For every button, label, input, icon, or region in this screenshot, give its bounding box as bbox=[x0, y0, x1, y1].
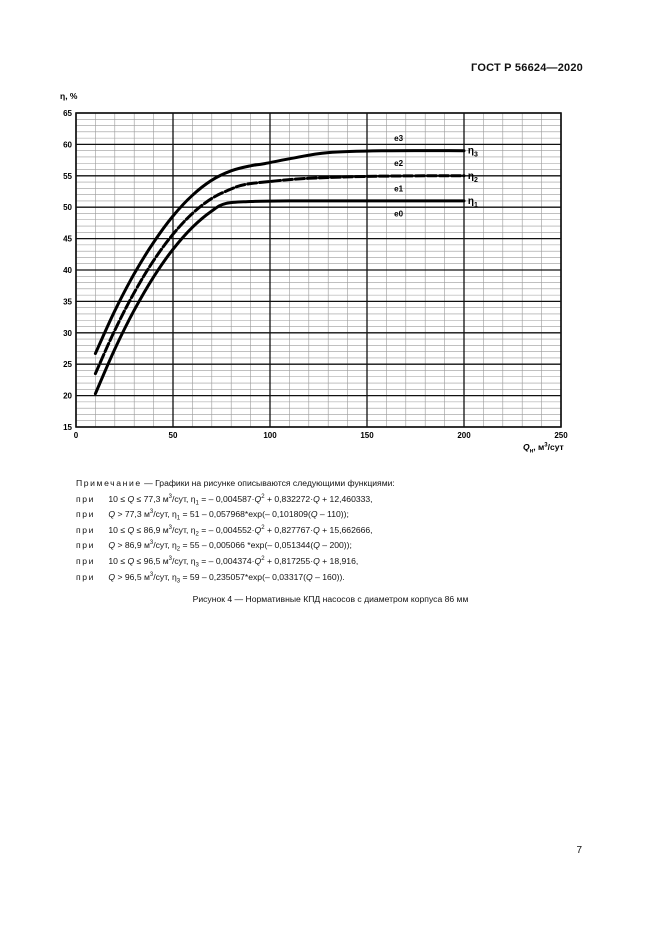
x-tick-label: 100 bbox=[263, 431, 277, 440]
y-tick-label: 15 bbox=[63, 423, 72, 432]
curve-label: $\eta_1$ bbox=[467, 195, 478, 209]
note-label: Примечание bbox=[76, 478, 142, 488]
x-tick-label: 0 bbox=[73, 431, 79, 440]
y-tick-label: 25 bbox=[63, 360, 72, 370]
note-formula-line: при Q > 96,5 $м^3$/сут, $\eta_3 = 59 - 0,235057*\exp(-$ 0,03317(Q – 160)). bbox=[76, 571, 345, 585]
curve-η2 bbox=[95, 176, 464, 374]
note-formula-line: при Q > 77,3 $м^3$/сут, $\eta_1 = 51 - 0,057968*\exp(-$ 0,101809(Q – 110)); bbox=[76, 509, 349, 522]
y-axis-label: η, % bbox=[60, 91, 78, 101]
y-tick-label: 55 bbox=[63, 171, 72, 181]
standard-designation: ГОСТ Р 56624—2020 bbox=[471, 62, 583, 74]
note-formula-line: при 10 ≤ Q ≤ 86,9 $м^3$/сут, $\eta_2$ = – $0,004552\cdot Q^2 + 0,827767\cdot Q + 15,662666$, bbox=[76, 524, 373, 538]
y-tick-label: 40 bbox=[63, 266, 72, 275]
x-tick-label: 200 bbox=[457, 431, 471, 440]
x-tick-label: 150 bbox=[360, 431, 374, 440]
y-tick-label: 50 bbox=[63, 203, 72, 213]
chart-note bbox=[76, 476, 596, 585]
curve-label: $\eta_2$ bbox=[467, 170, 478, 184]
note-formula-line: при 10 ≤ Q ≤ 77,3 $м^3$/сут, $\eta_1$ = – $0,004587\cdot Q^2 + 0,832272\cdot Q + 12,460333$, bbox=[76, 493, 373, 507]
chart-curves bbox=[95, 151, 464, 394]
zone-label: е2 bbox=[394, 159, 404, 169]
note-lead bbox=[76, 476, 596, 492]
x-tick-label: 250 bbox=[554, 431, 568, 440]
note-lead-text: — Графики на рисунке описываются следующими функциями: bbox=[141, 478, 395, 488]
x-axis-label: $Q_н$, $м^3$/сут bbox=[523, 442, 564, 455]
zone-label: е3 bbox=[394, 134, 404, 144]
y-tick-label: 20 bbox=[63, 391, 72, 401]
figure-caption: Рисунок 4 — Нормативные КПД насосов с диаметром корпуса 86 мм bbox=[192, 594, 469, 604]
page-number: 7 bbox=[576, 845, 582, 856]
y-tick-label: 30 bbox=[63, 328, 72, 338]
zone-label: е0 bbox=[394, 209, 404, 219]
y-tick-label: 65 bbox=[63, 109, 72, 118]
note-formula-line: при 10 ≤ Q ≤ 96,5 $м^3$/сут, $\eta_3$ = – $0,004374\cdot Q^2 + 0,817255\cdot Q + 18,916$, bbox=[76, 555, 359, 569]
note-formula-line: при Q > 86,9 $м^3$/сут, $\eta_2 = 55 - 0,005066$ *exp(– 0,051344(Q – 200)); bbox=[76, 540, 352, 554]
x-tick-label: 50 bbox=[168, 431, 178, 440]
y-tick-label: 45 bbox=[63, 234, 72, 244]
y-tick-label: 35 bbox=[63, 297, 72, 307]
curve-label: $\eta_3$ bbox=[467, 145, 478, 159]
y-tick-label: 60 bbox=[63, 140, 72, 150]
note-formula-list bbox=[76, 492, 596, 586]
zone-label: е1 bbox=[394, 184, 404, 194]
